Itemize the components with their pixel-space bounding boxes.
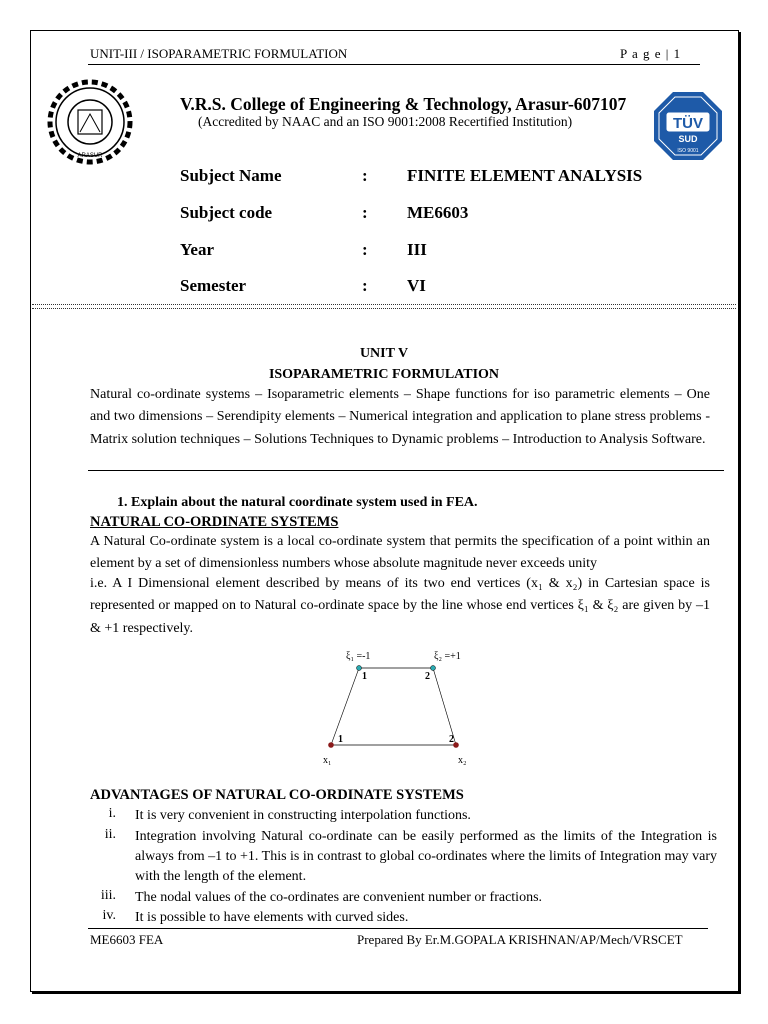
subject-name-label: Subject Name (180, 166, 282, 185)
syllabus-text: Natural co-ordinate systems – Isoparametric elements – Shape functions for iso parametric elements – One and two dimensions – Serendipity elements – Numerical integration and application to plane stress problems - Matrix solution techniques – Solutions Techniques to Dynamic problems – Introduction to Analysis Software. (90, 387, 710, 447)
advantage-num: ii. (104, 827, 116, 842)
header-rule (88, 64, 700, 65)
sud-text: SUD (678, 134, 698, 144)
question-text: 1. Explain about the natural coordinate system used in FEA. (117, 495, 478, 510)
page-number: P a g e | 1 (620, 46, 682, 61)
college-logo (46, 76, 134, 168)
tuv-text: TÜV (673, 115, 703, 132)
mapping-line-1 (331, 668, 359, 745)
natural-node-2 (431, 666, 436, 671)
xi2-label: ξ₂ =+1 (434, 651, 461, 662)
semester-label: Semester (180, 276, 247, 295)
header-unit-title: UNIT-III / ISOPARAMETRIC FORMULATION (90, 46, 348, 61)
natural-node-1 (357, 666, 362, 671)
advantage-item: It is very convenient in constructing interpolation functions. (135, 808, 471, 823)
year-label: Year (180, 240, 214, 259)
iso-caption: ISO 9001 (677, 148, 699, 154)
mapping-para: i.e. A I Dimensional element described by means of its two end vertices (x₁ & x₂) in Cartesian space is represented or mapped on to Natural co-ordinate space by the line whose end vertices ξ₁ & ξ₂ are given by –1 & +1 respectively. (90, 576, 710, 636)
accreditation: (Accredited by NAAC and an ISO 9001:2008 Recertified Institution) (198, 114, 573, 129)
semester-value: VI (407, 276, 426, 295)
top-node-1-label: 1 (362, 671, 367, 682)
subject-code-value: ME6603 (407, 203, 469, 222)
xi1-label: ξ₁ =-1 (346, 651, 371, 662)
footer-rule (88, 928, 708, 929)
separator: : (362, 240, 368, 259)
advantage-num: iv. (102, 908, 116, 923)
top-node-2-label: 2 (425, 671, 430, 682)
bottom-node-2-label: 2 (449, 734, 454, 745)
tuv-badge (652, 90, 724, 162)
natural-coordinate-figure (318, 645, 478, 775)
x2-label: x₂ (458, 755, 467, 766)
advantage-item: It is possible to have elements with curved sides. (135, 910, 409, 925)
advantage-item: The nodal values of the co-ordinates are convenient number or fractions. (135, 890, 543, 905)
college-name: V.R.S. College of Engineering & Technology, Arasur-607107 (180, 94, 627, 114)
advantages-heading: ADVANTAGES OF NATURAL CO-ORDINATE SYSTEMS (90, 787, 464, 803)
bottom-node-1-label: 1 (338, 734, 343, 745)
advantage-num: iii. (100, 888, 116, 903)
cartesian-node-2 (453, 742, 459, 748)
logo-text: ARASUR (77, 153, 103, 159)
dotted-divider (32, 304, 736, 309)
separator: : (362, 203, 368, 222)
natural-coords-heading: NATURAL CO-ORDINATE SYSTEMS (90, 514, 339, 530)
advantage-num: i. (108, 806, 116, 821)
year-value: III (407, 240, 427, 259)
unit-number: UNIT V (359, 346, 409, 361)
footer-right: Prepared By Er.M.GOPALA KRISHNAN/AP/Mech/VRSCET (357, 932, 683, 947)
section-rule (88, 470, 724, 471)
subject-code-label: Subject code (180, 203, 273, 222)
separator: : (362, 166, 368, 185)
advantage-item: Integration involving Natural co-ordinate can be easily performed as the limits of the Integration is always from –1 to +1. This is in contrast to global co-ordinates where the limits of Integration may vary with the length of the element. (135, 829, 717, 884)
separator: : (362, 276, 368, 295)
subject-name-value: FINITE ELEMENT ANALYSIS (407, 166, 643, 185)
x1-label: x₁ (323, 755, 332, 766)
unit-title: ISOPARAMETRIC FORMULATION (268, 367, 500, 382)
footer-left: ME6603 FEA (90, 932, 164, 947)
cartesian-node-1 (328, 742, 334, 748)
definition-para: A Natural Co-ordinate system is a local co-ordinate system that permits the specification of a point within an element by a set of dimensionless numbers whose absolute magnitude never exceeds unity (90, 534, 710, 572)
